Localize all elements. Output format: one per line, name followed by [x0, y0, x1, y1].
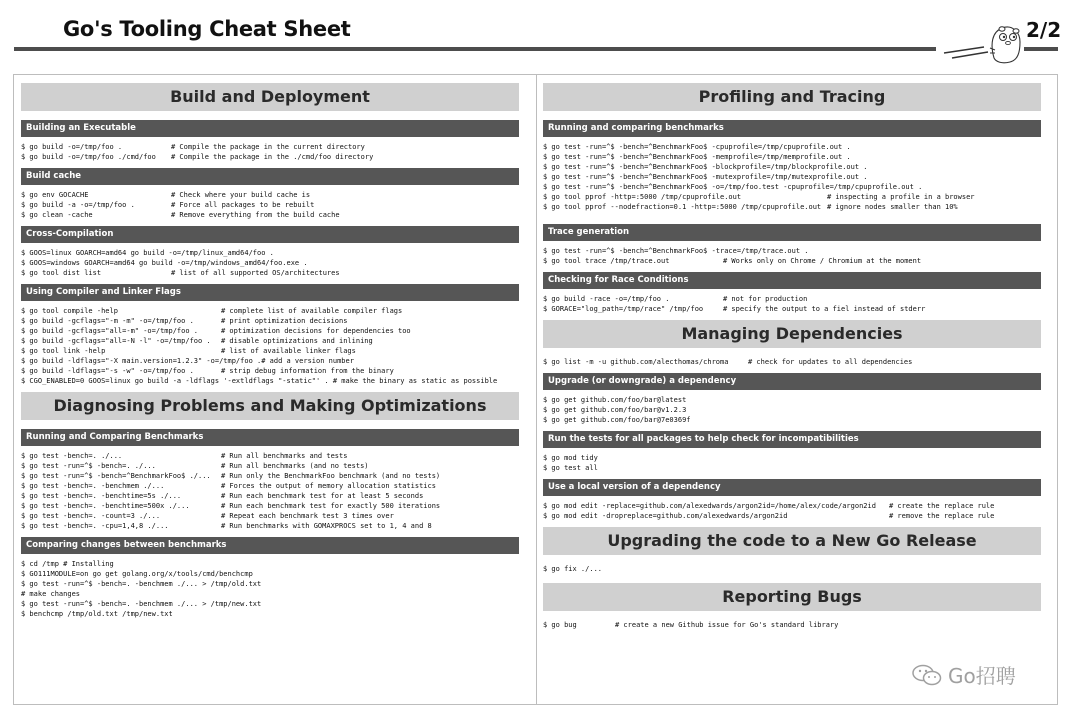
code-line [21, 152, 519, 162]
code-command: $ go test -bench=. -count=3 ./... [21, 512, 161, 520]
code-line [543, 357, 1041, 367]
code-comment: # Run all benchmarks and tests [221, 452, 348, 460]
code-comment: # optimization decisions for dependencies too [221, 327, 411, 335]
code-line [543, 564, 1041, 574]
code-line [21, 599, 519, 609]
code-command: $ go test -run=^$ -bench=^BenchmarkFoo$ -memprofile=/tmp/memprofile.out . [543, 153, 851, 161]
code-command: $ go test -run=^$ -bench=^BenchmarkFoo$ -cpuprofile=/tmp/cpuprofile.out . [543, 143, 851, 151]
code-command: $ go build -gcflags="all=-m" -o=/tmp/foo . [21, 327, 199, 335]
code-line [543, 142, 1041, 152]
code-line [543, 395, 1041, 405]
code-comment: # Check where your build cache is [171, 191, 311, 199]
subsection-title-build-cache: Build cache [21, 168, 519, 185]
code-line [21, 346, 519, 356]
code-command: $ go tool pprof --nodefraction=0.1 -http=:5000 /tmp/cpuprofile.out [543, 203, 822, 211]
code-command: $ go mod tidy [543, 454, 598, 462]
code-comment: # check for updates to all dependencies [748, 358, 913, 366]
code-command: $ go clean -cache [21, 211, 93, 219]
code-block [543, 142, 1041, 212]
code-comment: # list of available linker flags [221, 347, 356, 355]
code-command: $ go test -bench=. -benchtime=5s ./... [21, 492, 182, 500]
code-comment: # not for production [723, 295, 808, 303]
code-line [21, 569, 519, 579]
code-line [21, 491, 519, 501]
section-title-diagnosing: Diagnosing Problems and Making Optimizations [21, 392, 519, 420]
code-comment: # Run all benchmarks (and no tests) [221, 462, 369, 470]
code-command: $ CGO_ENABLED=0 GOOS=linux go build -a -ldflags '-extldflags "-static"' . # make the binary as static as possible [21, 377, 498, 385]
code-command: $ go tool link -help [21, 347, 106, 355]
code-comment: # disable optimizations and inlining [221, 337, 373, 345]
section-title-dependencies: Managing Dependencies [543, 320, 1041, 348]
code-command: $ go build -gcflags="all=-N -l" -o=/tmp/foo . [21, 337, 211, 345]
code-line [21, 326, 519, 336]
code-command: $ go build -ldflags="-s -w" -o=/tmp/foo . [21, 367, 194, 375]
code-command: $ go test -bench=. ./... [21, 452, 123, 460]
subsection-title-race: Checking for Race Conditions [543, 272, 1041, 289]
code-command: $ go test -run=^$ -bench=. -benchmem ./... > /tmp/old.txt [21, 580, 262, 588]
subsection-title-local-dependency: Use a local version of a dependency [543, 479, 1041, 496]
code-comment: # Force all packages to be rebuilt [171, 201, 315, 209]
code-command: $ go test -run=^$ -bench=^BenchmarkFoo$ -trace=/tmp/trace.out . [543, 247, 809, 255]
right-column [543, 83, 1041, 636]
code-line [21, 471, 519, 481]
code-comment: # Run each benchmark test for at least 5 seconds [221, 492, 424, 500]
code-command: $ go build -a -o=/tmp/foo . [21, 201, 135, 209]
code-block [21, 248, 519, 278]
code-command: $ cd /tmp # Installing [21, 560, 114, 568]
code-command: $ go list -m -u github.com/alecthomas/chroma [543, 358, 729, 366]
code-line [21, 451, 519, 461]
code-line [21, 376, 519, 386]
code-command: $ go bug [543, 621, 577, 629]
code-comment: # remove the replace rule [889, 512, 995, 520]
code-line [21, 210, 519, 220]
code-comment: # Compile the package in the current directory [171, 143, 365, 151]
code-command: $ go test -run=^$ -bench=^BenchmarkFoo$ ./... [21, 472, 211, 480]
code-line [543, 511, 1041, 521]
code-block [21, 559, 519, 619]
code-command: $ go tool dist list [21, 269, 102, 277]
code-comment: # Run benchmarks with GOMAXPROCS set to 1, 4 and 8 [221, 522, 432, 530]
code-comment: # add a version number [261, 357, 354, 365]
code-line [543, 182, 1041, 192]
code-command: $ go mod edit -replace=github.com/alexedwards/argon2id=/home/alex/code/argon2id [543, 502, 876, 510]
code-line [21, 336, 519, 346]
code-line [543, 453, 1041, 463]
code-comment: # complete list of available compiler flags [221, 307, 403, 315]
code-line [21, 589, 519, 599]
code-command: $ GOOS=windows GOARCH=amd64 go build -o=/tmp/windows_amd64/foo.exe . [21, 259, 308, 267]
code-line [21, 521, 519, 531]
code-command: $ go test -bench=. -cpu=1,4,8 ./... [21, 522, 169, 530]
code-block [543, 453, 1041, 473]
subsection-title-cross-compilation: Cross-Compilation [21, 226, 519, 243]
code-comment: # strip debug information from the binary [221, 367, 394, 375]
code-line [543, 294, 1041, 304]
code-line [543, 172, 1041, 182]
code-command: $ go test -run=^$ -bench=^BenchmarkFoo$ -blockprofile=/tmp/blockprofile.out . [543, 163, 868, 171]
code-block [543, 294, 1041, 314]
code-command: $ go test -bench=. -benchmem ./... [21, 482, 165, 490]
code-block [21, 306, 519, 386]
subsection-title-executable: Building an Executable [21, 120, 519, 137]
code-command: $ go get github.com/foo/bar@latest [543, 396, 687, 404]
code-comment: # list of all supported OS/architectures [171, 269, 340, 277]
code-line [21, 461, 519, 471]
code-line [21, 248, 519, 258]
code-line [21, 609, 519, 619]
code-line [543, 405, 1041, 415]
code-command: $ go tool trace /tmp/trace.out [543, 257, 670, 265]
code-comment: # ignore nodes smaller than 10% [827, 203, 958, 211]
code-block [21, 142, 519, 162]
code-block [543, 357, 1041, 367]
code-line [543, 202, 1041, 212]
section-title-upgrading-go: Upgrading the code to a New Go Release [543, 527, 1041, 555]
code-command: $ go build -race -o=/tmp/foo . [543, 295, 670, 303]
code-command: $ GO111MODULE=on go get golang.org/x/tools/cmd/benchcmp [21, 570, 253, 578]
subsection-title-comparing-changes: Comparing changes between benchmarks [21, 537, 519, 554]
code-comment: # Remove everything from the build cache [171, 211, 340, 219]
code-block [543, 246, 1041, 266]
code-line [543, 152, 1041, 162]
left-column [21, 83, 519, 625]
subsection-title-trace: Trace generation [543, 224, 1041, 241]
code-line [21, 306, 519, 316]
subsection-title-running-benchmarks: Running and comparing benchmarks [543, 120, 1041, 137]
code-block [543, 501, 1041, 521]
code-line [21, 268, 519, 278]
code-line [543, 415, 1041, 425]
code-line [21, 200, 519, 210]
code-command: $ go test -bench=. -benchtime=500x ./... [21, 502, 190, 510]
code-command: $ GOOS=linux GOARCH=amd64 go build -o=/tmp/linux_amd64/foo . [21, 249, 274, 257]
code-command: $ go build -ldflags="-X main.version=1.2.3" -o=/tmp/foo . [21, 357, 262, 365]
wechat-icon [912, 664, 942, 686]
page-number: 2/2 [1026, 18, 1062, 42]
code-command: $ go env GOCACHE [21, 191, 89, 199]
code-comment: # specify the output to a fiel instead of stderr [723, 305, 926, 313]
code-line [21, 190, 519, 200]
code-command: # make changes [21, 590, 81, 598]
subsection-title-benchmarks: Running and Comparing Benchmarks [21, 429, 519, 446]
code-comment: # create a new Github issue for Go's standard library [615, 621, 839, 629]
code-block [21, 451, 519, 531]
code-line [543, 256, 1041, 266]
code-line [543, 192, 1041, 202]
code-comment: # Repeat each benchmark test 3 times over [221, 512, 394, 520]
code-comment: # print optimization decisions [221, 317, 348, 325]
code-command: $ go mod edit -dropreplace=github.com/alexedwards/argon2id [543, 512, 788, 520]
section-title-profiling: Profiling and Tracing [543, 83, 1041, 111]
code-line [21, 356, 519, 366]
code-line [21, 579, 519, 589]
column-divider [536, 74, 537, 705]
code-command: $ go build -gcflags="-m -m" -o=/tmp/foo . [21, 317, 194, 325]
code-command: $ go get github.com/foo/bar@v1.2.3 [543, 406, 687, 414]
code-command: $ go test -run=^$ -bench=^BenchmarkFoo$ -mutexprofile=/tmp/mutexprofile.out . [543, 173, 868, 181]
section-title-build: Build and Deployment [21, 83, 519, 111]
code-command: $ benchcmp /tmp/old.txt /tmp/new.txt [21, 610, 173, 618]
code-line [21, 316, 519, 326]
code-line [543, 246, 1041, 256]
code-line [21, 258, 519, 268]
code-line [21, 142, 519, 152]
watermark [912, 660, 1016, 689]
code-block [21, 190, 519, 220]
code-command: $ go build -o=/tmp/foo ./cmd/foo [21, 153, 156, 161]
header-rule-end [1024, 47, 1058, 51]
code-command: $ go test -run=^$ -bench=. ./... [21, 462, 156, 470]
code-command: $ go test -run=^$ -bench=. -benchmem ./... > /tmp/new.txt [21, 600, 262, 608]
code-comment: # Works only on Chrome / Chromium at the moment [723, 257, 922, 265]
code-comment: # create the replace rule [889, 502, 995, 510]
code-line [543, 304, 1041, 314]
header-rule [14, 47, 936, 51]
gopher-icon [938, 20, 1024, 66]
code-comment: # Run each benchmark test for exactly 500 iterations [221, 502, 441, 510]
code-line [543, 162, 1041, 172]
code-command: $ go test all [543, 464, 598, 472]
code-comment: # Compile the package in the ./cmd/foo directory [171, 153, 374, 161]
code-line [543, 501, 1041, 511]
subsection-title-compiler-flags: Using Compiler and Linker Flags [21, 284, 519, 301]
code-comment: # inspecting a profile in a browser [827, 193, 975, 201]
subsection-title-run-tests: Run the tests for all packages to help check for incompatibilities [543, 431, 1041, 448]
code-line [21, 366, 519, 376]
subsection-title-upgrade-dependency: Upgrade (or downgrade) a dependency [543, 373, 1041, 390]
code-command: $ go test -run=^$ -bench=^BenchmarkFoo$ -o=/tmp/foo.test -cpuprofile=/tmp/cpuprofile.out . [543, 183, 923, 191]
code-line [21, 559, 519, 569]
code-line [543, 463, 1041, 473]
code-command: $ go build -o=/tmp/foo . [21, 143, 123, 151]
section-title-reporting-bugs: Reporting Bugs [543, 583, 1041, 611]
code-comment: # Run only the BenchmarkFoo benchmark (and no tests) [221, 472, 441, 480]
code-block [543, 620, 1041, 630]
code-line [21, 481, 519, 491]
code-command: $ go tool compile -help [21, 307, 118, 315]
page-title: Go's Tooling Cheat Sheet [63, 17, 351, 41]
watermark-text: Go招聘 [948, 664, 1016, 688]
code-line [21, 511, 519, 521]
code-block [543, 395, 1041, 425]
code-command: $ GORACE="log_path=/tmp/race" /tmp/foo [543, 305, 704, 313]
code-command: $ go tool pprof -http=:5000 /tmp/cpuprofile.out [543, 193, 742, 201]
code-line [21, 501, 519, 511]
code-block [543, 564, 1041, 574]
code-command: $ go fix ./... [543, 565, 603, 573]
code-command: $ go get github.com/foo/bar@7e0369f [543, 416, 691, 424]
code-comment: # Forces the output of memory allocation statistics [221, 482, 436, 490]
code-line [543, 620, 1041, 630]
